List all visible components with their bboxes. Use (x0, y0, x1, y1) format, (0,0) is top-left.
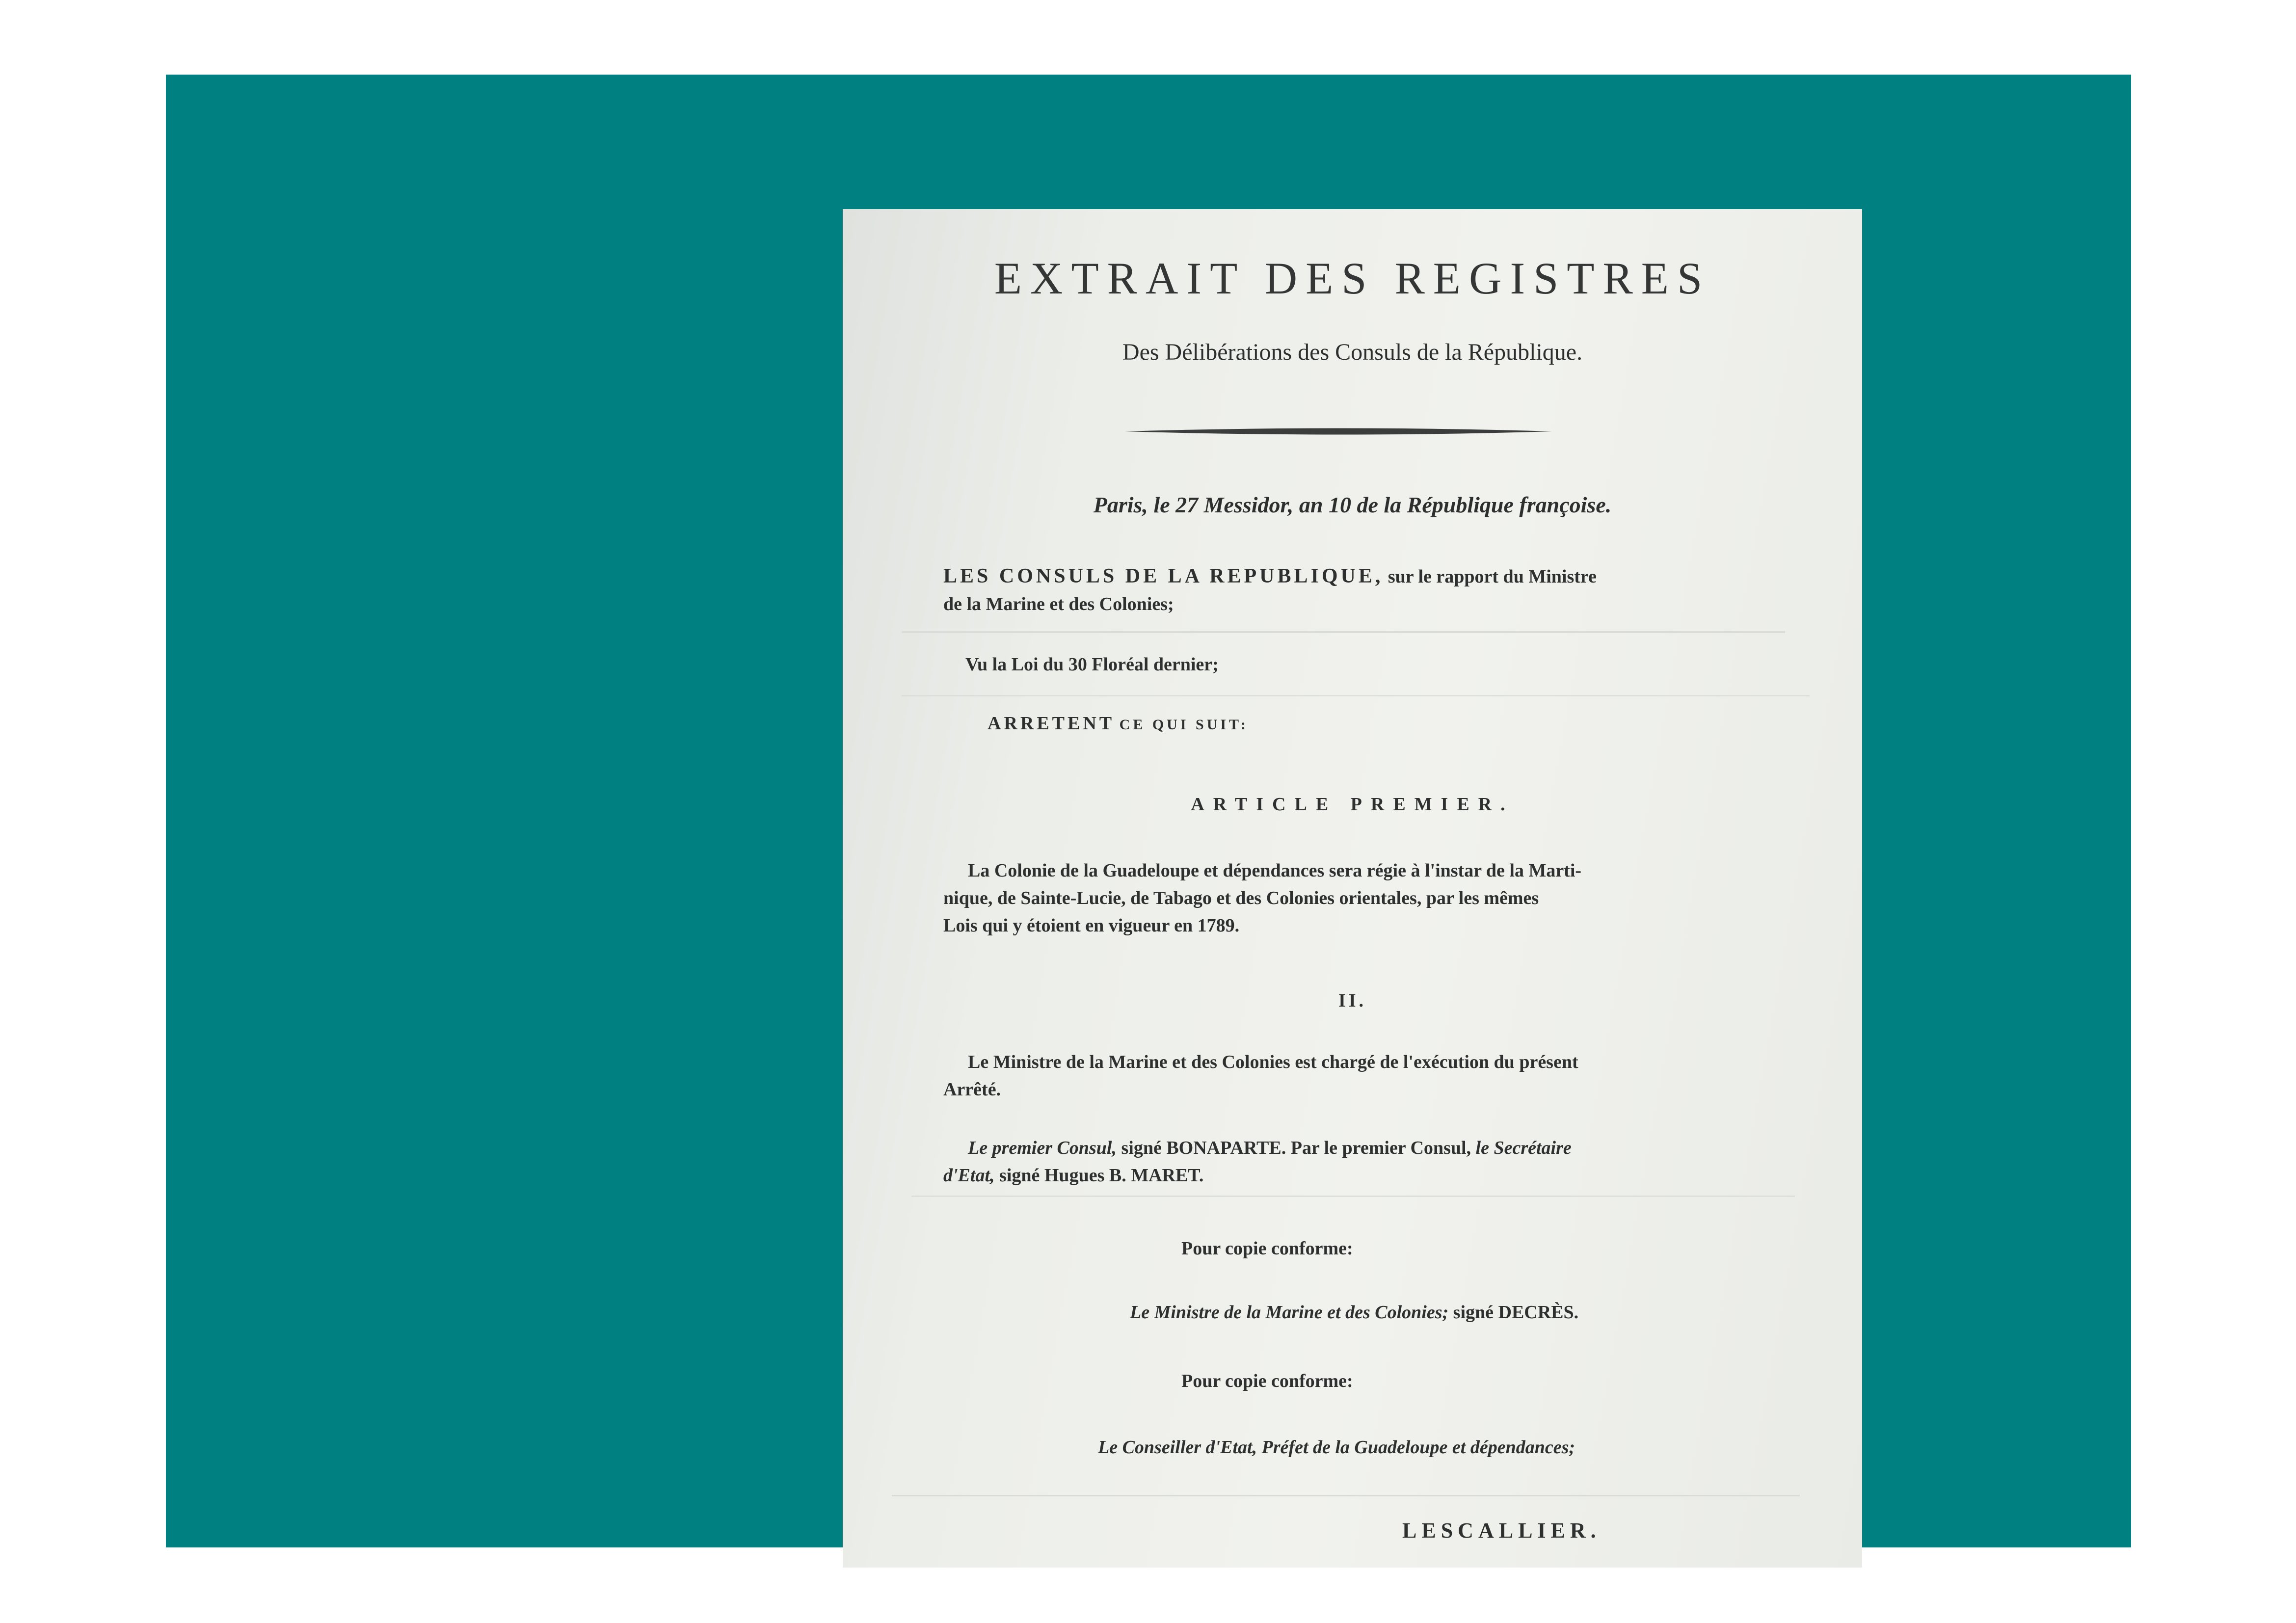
copy-conforme-1: Pour copie conforme: (1181, 1238, 1353, 1259)
consuls-paragraph (943, 562, 1788, 618)
bleed-through-lines (911, 1196, 1795, 1197)
consuls-line-2: de la Marine et des Colonies; (943, 594, 1174, 614)
minister-line (1130, 1299, 1578, 1326)
decres-signature: signé DECRÈS. (1453, 1302, 1579, 1323)
arretent-lead: ARRETENT (988, 713, 1115, 734)
document-title: EXTRAIT DES REGISTRES (994, 253, 1711, 303)
secretary-label: le Secrétaire (1475, 1138, 1572, 1158)
bleed-through-lines (902, 695, 1810, 696)
vu-line: Vu la Loi du 30 Floréal dernier; (965, 654, 1219, 675)
article-2-line: Arrêté. (943, 1079, 1001, 1100)
article-1-line: La Colonie de la Guadeloupe et dépendances sera régie à l'instar de la Marti- (968, 860, 1582, 881)
article-2-line: Le Ministre de la Marine et des Colonies est chargé de l'exécution du présent (968, 1052, 1578, 1072)
article-1-line: nique, de Sainte-Lucie, de Tabago et des Colonies orientales, par les mêmes (943, 888, 1539, 908)
article-2-body (943, 1048, 1788, 1103)
article-1-body (943, 857, 1788, 939)
bonaparte-signature: signé BONAPARTE. Par le premier Consul, (1121, 1138, 1471, 1158)
bleed-through-lines (902, 631, 1785, 633)
maret-signature: signé Hugues B. MARET. (999, 1165, 1204, 1186)
prefect-line: Le Conseiller d'Etat, Préfet de la Guadeloupe et dépendances; (1098, 1437, 1575, 1458)
lescallier-signature: LESCALLIER. (1402, 1518, 1601, 1543)
historical-document (843, 209, 1862, 1568)
consuls-lead: LES CONSULS DE LA REPUBLIQUE, (943, 565, 1384, 587)
first-consul-label: Le premier Consul, (968, 1138, 1117, 1158)
article-heading: ARTICLE PREMIER. (1191, 794, 1514, 815)
minister-label: Le Ministre de la Marine et des Colonies; (1130, 1302, 1449, 1323)
document-subtitle: Des Délibérations des Consuls de la République. (1122, 339, 1583, 365)
article-2-heading: II. (1338, 990, 1367, 1011)
secretary-label-2: d'Etat, (943, 1165, 995, 1186)
copy-conforme-2: Pour copie conforme: (1181, 1371, 1353, 1391)
signature-paragraph (943, 1134, 1802, 1189)
slide-panel (166, 75, 2131, 1547)
consuls-rest: sur le rapport du Ministre (1388, 566, 1597, 587)
bleed-through-lines (892, 1495, 1800, 1496)
article-1-line: Lois qui y étoient en vigueur en 1789. (943, 915, 1240, 936)
arretent-rest: CE QUI SUIT: (1119, 717, 1249, 733)
ornamental-rule (1125, 425, 1552, 438)
arretent-line (988, 710, 1249, 739)
dateline: Paris, le 27 Messidor, an 10 de la République françoise. (1093, 492, 1612, 517)
